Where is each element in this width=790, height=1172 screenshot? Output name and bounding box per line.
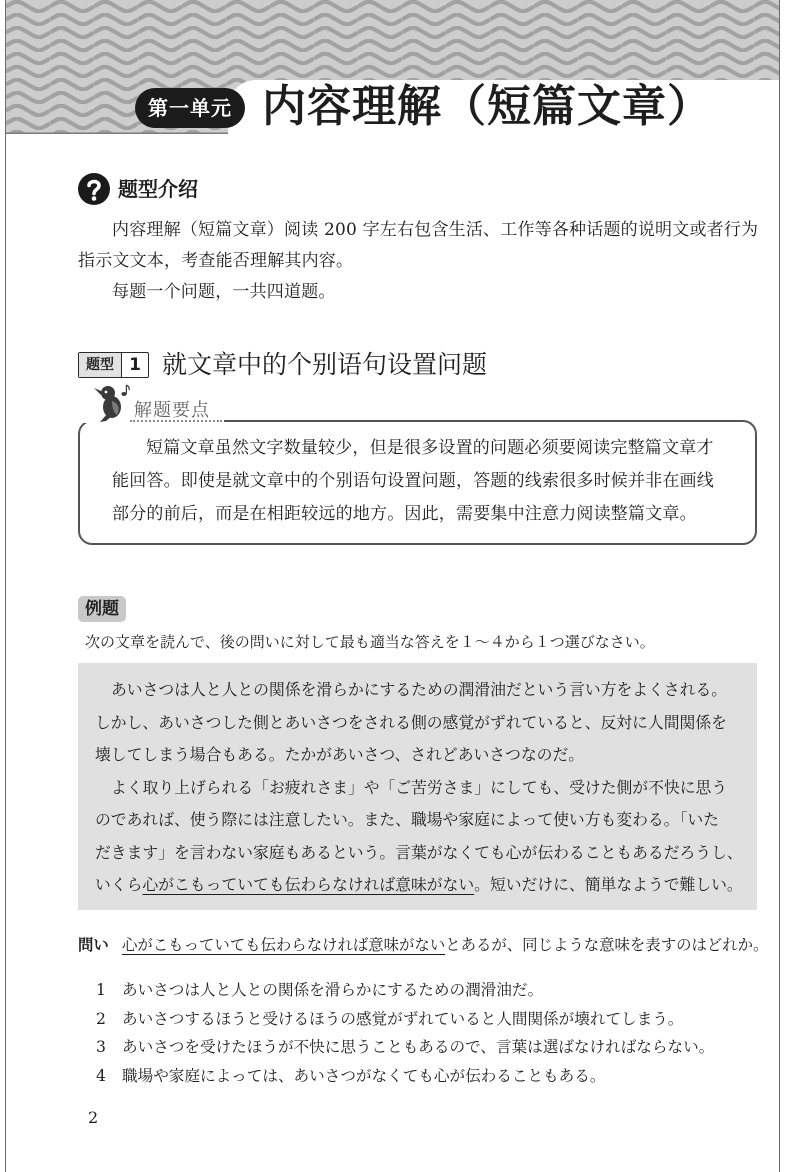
option-number: 1 (96, 981, 106, 999)
question-underlined-phrase: 心がこもっていても伝わらなければ意味がない (122, 936, 446, 954)
option-text: 職場や家庭によっては、あいさつがなくても心が伝わることもある。 (122, 1066, 606, 1085)
intro-line: 指示文文本，考查能否理解其内容。 (78, 251, 354, 271)
option-text: あいさつは人と人との関係を滑らかにするための潤滑油だ。 (122, 981, 544, 999)
tips-heading: 解题要点 (134, 400, 210, 421)
page-number: 2 (88, 1108, 99, 1127)
passage-underlined-phrase: 心がこもっていても伝わらなければ意味がない (142, 875, 475, 894)
intro-line: 内容理解（短篇文章）阅读 200 字左右包含生活、工作等各种话题的说明文或者行为 (112, 220, 759, 240)
question-label: 問い (78, 936, 109, 954)
question-type-tag (78, 352, 149, 378)
tips-dotted-divider (130, 420, 222, 422)
passage-line: 壊してしまう場合もある。たかがあいさつ、されどあいさつなのだ。 (95, 745, 585, 764)
tips-text (112, 432, 714, 531)
tips-line: 能回答。即使是就文章中的个别语句设置问题，答题的线索很多时候并非在画线 (112, 471, 714, 491)
option-number: 4 (96, 1066, 106, 1085)
reading-passage (78, 663, 757, 910)
option-number: 3 (96, 1038, 106, 1056)
example-instruction: 次の文章を読んで、後の問いに対して最も適当な答えを１～４から１つ選びなさい。 (85, 633, 655, 651)
example-label: 例题 (78, 596, 126, 622)
question-type-label: 题型 (79, 353, 121, 377)
answer-options (96, 976, 714, 1090)
bird-icon (90, 383, 132, 423)
option-text: あいさつするほうと受けるほうの感覚がずれていると人間関係が壊れてしまう。 (122, 1009, 684, 1028)
intro-heading: 题型介绍 (118, 177, 198, 201)
option-1 (96, 976, 714, 1005)
tips-line: 短篇文章虽然文字数量较少，但是很多设置的问题必须要阅读完整篇文章才 (146, 438, 714, 458)
tips-line: 部分的前后，而是在相距较远的地方。因此，需要集中注意力阅读整篇文章。 (112, 504, 697, 524)
intro-line: 每题一个问题，一共四道题。 (112, 282, 336, 302)
question-rest: とあるが、同じような意味を表すのはどれか。 (445, 936, 769, 954)
option-text: あいさつを受けたほうが不快に思うこともあるので、言葉は選ばなければならない。 (122, 1038, 715, 1056)
passage-line: のであれば、使う際には注意したい。また、職場や家庭によって使い方も変わる。「いた (95, 810, 719, 829)
passage-line-end: 。短いだけに、簡単なようで難しい。 (474, 875, 743, 894)
passage-line: よく取り上げられる「お疲れさま」や「ご苦労さま」にしても、受けた側が不快に思う (111, 777, 728, 797)
intro-paragraphs (78, 215, 758, 308)
page-edge-left (5, 0, 6, 1172)
passage-line: だきます」を言わない家庭もあるという。言葉がなくても心が伝わることもあるだろうし、 (95, 842, 743, 862)
passage-line: あいさつは人と人との関係を滑らかにするための潤滑油だという言い方をよくされる。 (111, 680, 728, 699)
passage-line-start: いくら (95, 875, 143, 894)
question-type-number: 1 (121, 353, 148, 377)
page-title: 内容理解（短篇文章） (262, 81, 712, 132)
question-mark-icon (78, 173, 110, 205)
option-2 (96, 1005, 714, 1034)
option-4 (96, 1062, 714, 1091)
passage-text (95, 674, 743, 902)
page-edge-right (779, 0, 780, 1172)
tips-tab (82, 383, 224, 423)
passage-line: しかし、あいさつした側とあいさつをされる側の感覚がずれていると、反対に人間関係を (95, 712, 727, 732)
option-number: 2 (96, 1009, 106, 1028)
music-note-icon (121, 385, 129, 396)
unit-label: 第一单元 (135, 88, 245, 128)
question-text (122, 933, 768, 957)
passage-line (95, 869, 743, 902)
question-type-title: 就文章中的个别语句设置问题 (162, 350, 488, 379)
option-3 (96, 1033, 714, 1062)
